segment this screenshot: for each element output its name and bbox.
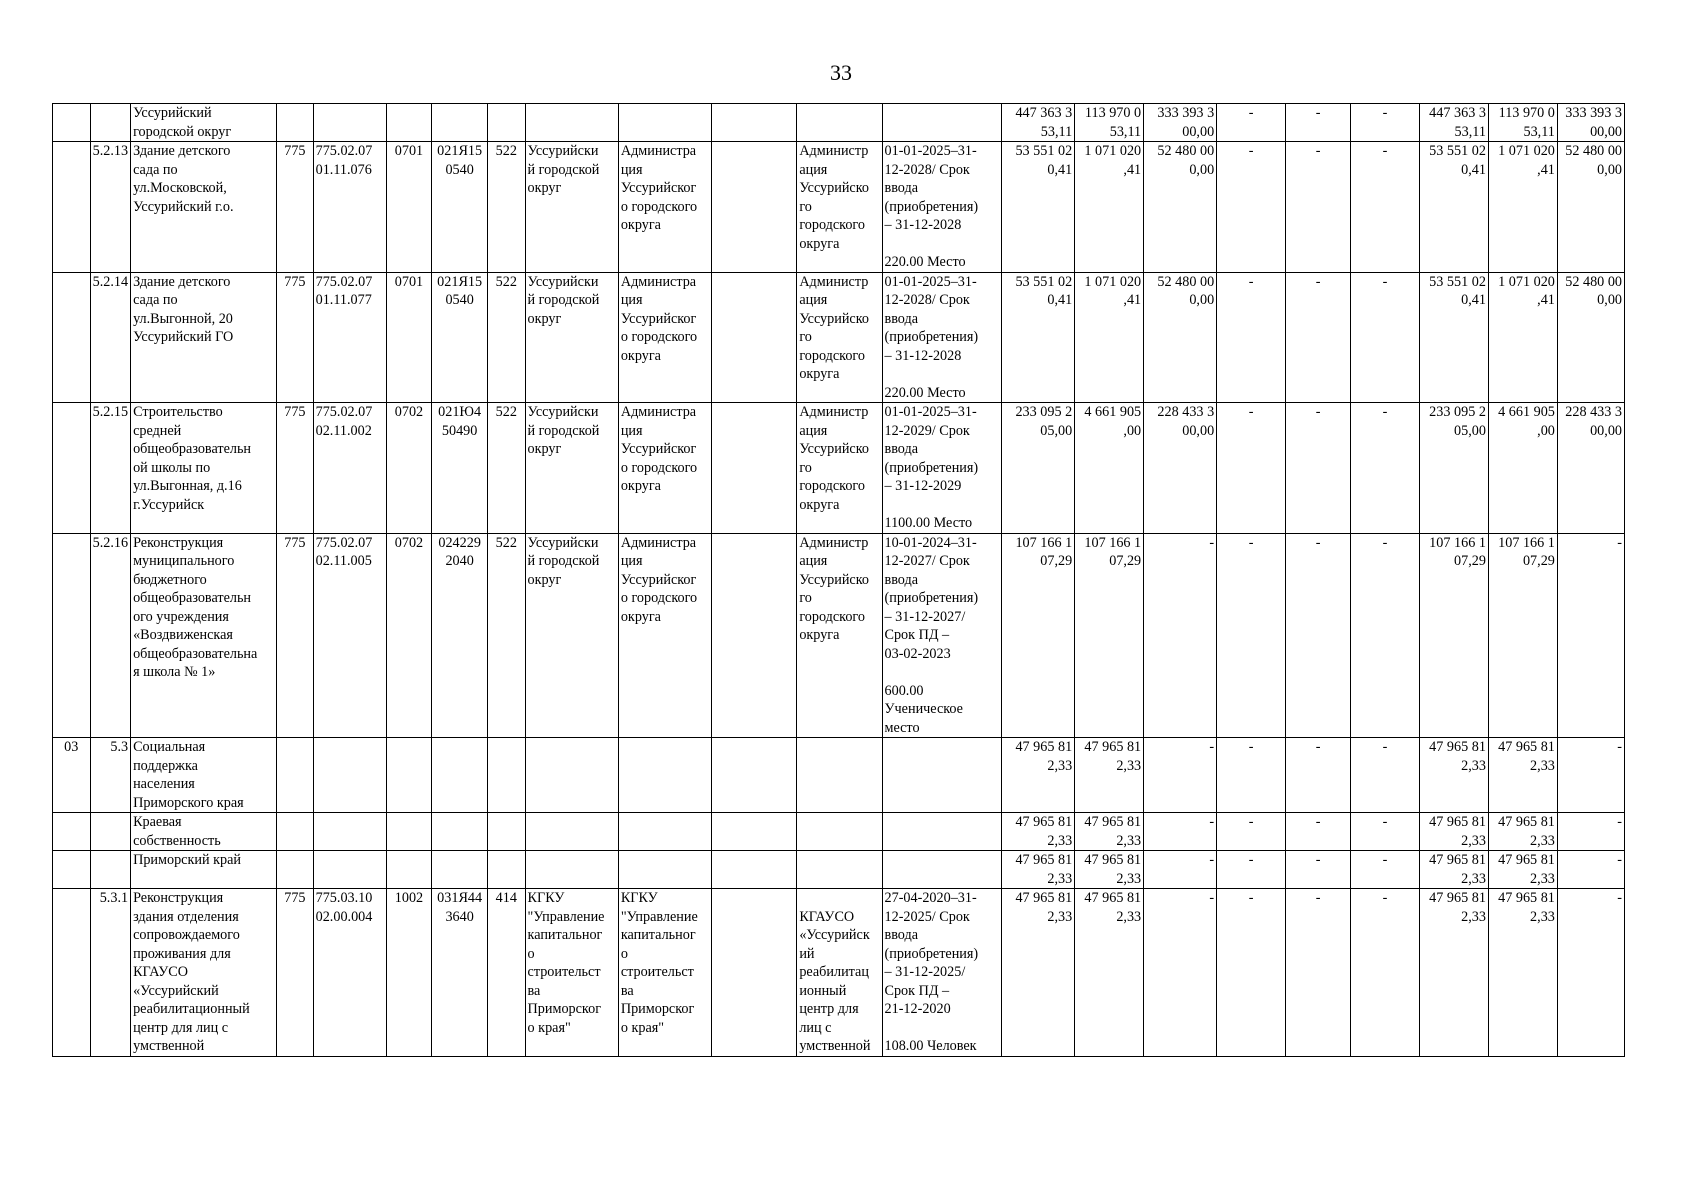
- item-number-cell: 5.2.13: [90, 142, 131, 273]
- expense-type-cell: 522: [488, 142, 526, 273]
- total-amount-2-cell: 107 166 1 07,29: [1419, 533, 1488, 738]
- regional-budget-2-cell: 52 480 00 0,00: [1557, 142, 1624, 273]
- recipient-cell: Администр ация Уссурийско го городского округа: [797, 403, 882, 534]
- item-number-cell: 5.2.16: [90, 533, 131, 738]
- local-budget-2-cell: 47 965 81 2,33: [1488, 738, 1557, 813]
- expense-type-cell: [488, 851, 526, 889]
- regional-budget-2-cell: -: [1557, 533, 1624, 738]
- recipient-cell: Администр ация Уссурийско го городского округа: [797, 142, 882, 273]
- section-subsection-cell: 1002: [386, 889, 432, 1057]
- federal-budget-cell: -: [1217, 142, 1286, 273]
- expense-type-cell: [488, 738, 526, 813]
- local-budget-2-cell: 47 965 81 2,33: [1488, 813, 1557, 851]
- target-article-cell: [432, 851, 488, 889]
- period-capacity-cell: [882, 851, 1002, 889]
- section-code-cell: [53, 142, 91, 273]
- grbs-code-cell: 775: [277, 533, 314, 738]
- regional-budget-2-cell: -: [1557, 851, 1624, 889]
- local-budget-2-cell: 47 965 81 2,33: [1488, 851, 1557, 889]
- local-budget-cell: 107 166 1 07,29: [1075, 533, 1144, 738]
- other-source-b-cell: -: [1351, 104, 1420, 142]
- local-budget-cell: 1 071 020 ,41: [1075, 272, 1144, 403]
- federal-budget-cell: -: [1217, 851, 1286, 889]
- municipality-cell: Уссурийски й городской округ: [525, 533, 618, 738]
- customer-cell: [618, 851, 711, 889]
- municipality-cell: КГКУ "Управление капитальног о строительст ва Приморског о края": [525, 889, 618, 1057]
- developer-cell: [712, 142, 797, 273]
- object-code-cell: 775.02.07 01.11.077: [313, 272, 386, 403]
- item-number-cell: [90, 851, 131, 889]
- customer-cell: [618, 813, 711, 851]
- local-budget-cell: 47 965 81 2,33: [1075, 851, 1144, 889]
- total-amount-2-cell: 47 965 81 2,33: [1419, 813, 1488, 851]
- regional-budget-2-cell: -: [1557, 738, 1624, 813]
- object-name-cell: Реконструкция здания отделения сопровождаемого проживания для КГАУСО «Уссурийский реабилитационный центр для лиц с умственной: [131, 889, 277, 1057]
- total-amount-cell: 47 965 81 2,33: [1002, 813, 1075, 851]
- target-article-cell: [432, 104, 488, 142]
- recipient-cell: Администр ация Уссурийско го городского округа: [797, 272, 882, 403]
- total-amount-2-cell: 447 363 3 53,11: [1419, 104, 1488, 142]
- other-source-b-cell: -: [1351, 533, 1420, 738]
- local-budget-cell: 47 965 81 2,33: [1075, 738, 1144, 813]
- total-amount-2-cell: 47 965 81 2,33: [1419, 889, 1488, 1057]
- period-capacity-cell: 27-04-2020–31- 12-2025/ Срок ввода (приобретения) – 31-12-2025/ Срок ПД – 21-12-2020 108.00 Человек: [882, 889, 1002, 1057]
- developer-cell: [712, 889, 797, 1057]
- item-number-cell: [90, 813, 131, 851]
- section-code-cell: [53, 813, 91, 851]
- developer-cell: [712, 851, 797, 889]
- period-capacity-cell: [882, 104, 1002, 142]
- object-name-cell: Строительство средней общеобразовательн ой школы по ул.Выгонная, д.16 г.Уссурийск: [131, 403, 277, 534]
- developer-cell: [712, 104, 797, 142]
- local-budget-cell: 47 965 81 2,33: [1075, 889, 1144, 1057]
- target-article-cell: 021Ю4 50490: [432, 403, 488, 534]
- regional-budget-cell: -: [1144, 533, 1217, 738]
- federal-budget-cell: -: [1217, 104, 1286, 142]
- total-amount-cell: 47 965 81 2,33: [1002, 889, 1075, 1057]
- grbs-code-cell: 775: [277, 142, 314, 273]
- other-source-a-cell: -: [1286, 813, 1351, 851]
- object-code-cell: [313, 738, 386, 813]
- other-source-b-cell: -: [1351, 272, 1420, 403]
- grbs-code-cell: [277, 104, 314, 142]
- table-row: [53, 272, 1625, 403]
- budget-table: [52, 103, 1625, 1057]
- local-budget-2-cell: 1 071 020 ,41: [1488, 272, 1557, 403]
- target-article-cell: 021Я15 0540: [432, 142, 488, 273]
- total-amount-cell: 233 095 2 05,00: [1002, 403, 1075, 534]
- local-budget-cell: 113 970 0 53,11: [1075, 104, 1144, 142]
- table-row: [53, 533, 1625, 738]
- section-code-cell: 03: [53, 738, 91, 813]
- section-subsection-cell: 0702: [386, 403, 432, 534]
- total-amount-cell: 107 166 1 07,29: [1002, 533, 1075, 738]
- total-amount-2-cell: 233 095 2 05,00: [1419, 403, 1488, 534]
- table-row: [53, 403, 1625, 534]
- total-amount-2-cell: 47 965 81 2,33: [1419, 851, 1488, 889]
- regional-budget-2-cell: -: [1557, 813, 1624, 851]
- other-source-b-cell: -: [1351, 813, 1420, 851]
- regional-budget-cell: -: [1144, 889, 1217, 1057]
- object-name-cell: Здание детского сада по ул.Выгонной, 20 Уссурийский ГО: [131, 272, 277, 403]
- object-code-cell: 775.03.10 02.00.004: [313, 889, 386, 1057]
- section-subsection-cell: 0701: [386, 272, 432, 403]
- regional-budget-cell: 228 433 3 00,00: [1144, 403, 1217, 534]
- recipient-cell: [797, 851, 882, 889]
- total-amount-cell: 53 551 02 0,41: [1002, 142, 1075, 273]
- grbs-code-cell: [277, 813, 314, 851]
- customer-cell: [618, 104, 711, 142]
- section-code-cell: [53, 889, 91, 1057]
- period-capacity-cell: [882, 813, 1002, 851]
- regional-budget-cell: -: [1144, 813, 1217, 851]
- period-capacity-cell: 01-01-2025–31- 12-2028/ Срок ввода (приобретения) – 31-12-2028 220.00 Место: [882, 272, 1002, 403]
- regional-budget-2-cell: 52 480 00 0,00: [1557, 272, 1624, 403]
- other-source-a-cell: -: [1286, 889, 1351, 1057]
- object-code-cell: [313, 813, 386, 851]
- customer-cell: Администра ция Уссурийског о городского округа: [618, 142, 711, 273]
- recipient-cell: [797, 813, 882, 851]
- other-source-a-cell: -: [1286, 533, 1351, 738]
- developer-cell: [712, 403, 797, 534]
- other-source-b-cell: -: [1351, 738, 1420, 813]
- object-name-cell: Социальная поддержка населения Приморского края: [131, 738, 277, 813]
- regional-budget-cell: 333 393 3 00,00: [1144, 104, 1217, 142]
- local-budget-2-cell: 113 970 0 53,11: [1488, 104, 1557, 142]
- expense-type-cell: 522: [488, 403, 526, 534]
- period-capacity-cell: 01-01-2025–31- 12-2029/ Срок ввода (приобретения) – 31-12-2029 1100.00 Место: [882, 403, 1002, 534]
- other-source-a-cell: -: [1286, 403, 1351, 534]
- item-number-cell: 5.2.15: [90, 403, 131, 534]
- recipient-cell: [797, 738, 882, 813]
- regional-budget-2-cell: 333 393 3 00,00: [1557, 104, 1624, 142]
- regional-budget-cell: -: [1144, 851, 1217, 889]
- local-budget-2-cell: 4 661 905 ,00: [1488, 403, 1557, 534]
- section-subsection-cell: [386, 738, 432, 813]
- other-source-a-cell: -: [1286, 851, 1351, 889]
- section-code-cell: [53, 533, 91, 738]
- target-article-cell: 024229 2040: [432, 533, 488, 738]
- developer-cell: [712, 738, 797, 813]
- other-source-b-cell: -: [1351, 142, 1420, 273]
- total-amount-cell: 47 965 81 2,33: [1002, 851, 1075, 889]
- object-code-cell: [313, 851, 386, 889]
- local-budget-2-cell: 1 071 020 ,41: [1488, 142, 1557, 273]
- section-code-cell: [53, 403, 91, 534]
- section-subsection-cell: [386, 104, 432, 142]
- table-row: [53, 738, 1625, 813]
- total-amount-cell: 447 363 3 53,11: [1002, 104, 1075, 142]
- local-budget-2-cell: 47 965 81 2,33: [1488, 889, 1557, 1057]
- section-subsection-cell: 0701: [386, 142, 432, 273]
- section-subsection-cell: [386, 851, 432, 889]
- section-code-cell: [53, 272, 91, 403]
- municipality-cell: Уссурийски й городской округ: [525, 272, 618, 403]
- target-article-cell: 021Я15 0540: [432, 272, 488, 403]
- recipient-cell: КГАУСО «Уссурийск ий реабилитац ионный центр для лиц с умственной: [797, 889, 882, 1057]
- other-source-a-cell: -: [1286, 738, 1351, 813]
- local-budget-cell: 1 071 020 ,41: [1075, 142, 1144, 273]
- object-code-cell: [313, 104, 386, 142]
- total-amount-cell: 47 965 81 2,33: [1002, 738, 1075, 813]
- period-capacity-cell: [882, 738, 1002, 813]
- regional-budget-cell: 52 480 00 0,00: [1144, 272, 1217, 403]
- page-number: 33: [830, 60, 852, 85]
- section-subsection-cell: [386, 813, 432, 851]
- customer-cell: [618, 738, 711, 813]
- municipality-cell: [525, 813, 618, 851]
- municipality-cell: Уссурийски й городской округ: [525, 142, 618, 273]
- target-article-cell: [432, 738, 488, 813]
- developer-cell: [712, 533, 797, 738]
- grbs-code-cell: [277, 738, 314, 813]
- other-source-a-cell: -: [1286, 272, 1351, 403]
- period-capacity-cell: 10-01-2024–31- 12-2027/ Срок ввода (приобретения) – 31-12-2027/ Срок ПД – 03-02-2023 600.00 Ученическое место: [882, 533, 1002, 738]
- federal-budget-cell: -: [1217, 272, 1286, 403]
- grbs-code-cell: [277, 851, 314, 889]
- target-article-cell: 031Я44 3640: [432, 889, 488, 1057]
- customer-cell: Администра ция Уссурийског о городского округа: [618, 272, 711, 403]
- item-number-cell: [90, 104, 131, 142]
- other-source-b-cell: -: [1351, 403, 1420, 534]
- local-budget-2-cell: 107 166 1 07,29: [1488, 533, 1557, 738]
- other-source-a-cell: -: [1286, 142, 1351, 273]
- customer-cell: Администра ция Уссурийског о городского округа: [618, 533, 711, 738]
- regional-budget-2-cell: 228 433 3 00,00: [1557, 403, 1624, 534]
- section-subsection-cell: 0702: [386, 533, 432, 738]
- total-amount-cell: 53 551 02 0,41: [1002, 272, 1075, 403]
- expense-type-cell: [488, 104, 526, 142]
- item-number-cell: 5.3.1: [90, 889, 131, 1057]
- item-number-cell: 5.3: [90, 738, 131, 813]
- grbs-code-cell: 775: [277, 889, 314, 1057]
- recipient-cell: Администр ация Уссурийско го городского округа: [797, 533, 882, 738]
- object-name-cell: Краевая собственность: [131, 813, 277, 851]
- period-capacity-cell: 01-01-2025–31- 12-2028/ Срок ввода (приобретения) – 31-12-2028 220.00 Место: [882, 142, 1002, 273]
- local-budget-cell: 47 965 81 2,33: [1075, 813, 1144, 851]
- total-amount-2-cell: 47 965 81 2,33: [1419, 738, 1488, 813]
- municipality-cell: Уссурийски й городской округ: [525, 403, 618, 534]
- target-article-cell: [432, 813, 488, 851]
- federal-budget-cell: -: [1217, 813, 1286, 851]
- local-budget-cell: 4 661 905 ,00: [1075, 403, 1144, 534]
- expense-type-cell: [488, 813, 526, 851]
- grbs-code-cell: 775: [277, 272, 314, 403]
- customer-cell: Администра ция Уссурийског о городского округа: [618, 403, 711, 534]
- other-source-a-cell: -: [1286, 104, 1351, 142]
- recipient-cell: [797, 104, 882, 142]
- section-code-cell: [53, 851, 91, 889]
- federal-budget-cell: -: [1217, 738, 1286, 813]
- federal-budget-cell: -: [1217, 889, 1286, 1057]
- total-amount-2-cell: 53 551 02 0,41: [1419, 272, 1488, 403]
- table-row: [53, 104, 1625, 142]
- table-row: [53, 889, 1625, 1057]
- object-code-cell: 775.02.07 02.11.002: [313, 403, 386, 534]
- expense-type-cell: 522: [488, 272, 526, 403]
- object-name-cell: Здание детского сада по ул.Московской, Уссурийский г.о.: [131, 142, 277, 273]
- other-source-b-cell: -: [1351, 889, 1420, 1057]
- object-code-cell: 775.02.07 01.11.076: [313, 142, 386, 273]
- object-name-cell: Реконструкция муниципального бюджетного общеобразовательн ого учреждения «Воздвиженская общеобразовательна я школа № 1»: [131, 533, 277, 738]
- object-name-cell: Уссурийский городской округ: [131, 104, 277, 142]
- total-amount-2-cell: 53 551 02 0,41: [1419, 142, 1488, 273]
- regional-budget-2-cell: -: [1557, 889, 1624, 1057]
- expense-type-cell: 414: [488, 889, 526, 1057]
- table-row: [53, 142, 1625, 273]
- grbs-code-cell: 775: [277, 403, 314, 534]
- table-row: [53, 851, 1625, 889]
- municipality-cell: [525, 738, 618, 813]
- municipality-cell: [525, 104, 618, 142]
- other-source-b-cell: -: [1351, 851, 1420, 889]
- regional-budget-cell: 52 480 00 0,00: [1144, 142, 1217, 273]
- expense-type-cell: 522: [488, 533, 526, 738]
- federal-budget-cell: -: [1217, 403, 1286, 534]
- customer-cell: КГКУ "Управление капитальног о строительст ва Приморског о края": [618, 889, 711, 1057]
- section-code-cell: [53, 104, 91, 142]
- developer-cell: [712, 272, 797, 403]
- table-row: [53, 813, 1625, 851]
- municipality-cell: [525, 851, 618, 889]
- object-code-cell: 775.02.07 02.11.005: [313, 533, 386, 738]
- regional-budget-cell: -: [1144, 738, 1217, 813]
- federal-budget-cell: -: [1217, 533, 1286, 738]
- developer-cell: [712, 813, 797, 851]
- object-name-cell: Приморский край: [131, 851, 277, 889]
- item-number-cell: 5.2.14: [90, 272, 131, 403]
